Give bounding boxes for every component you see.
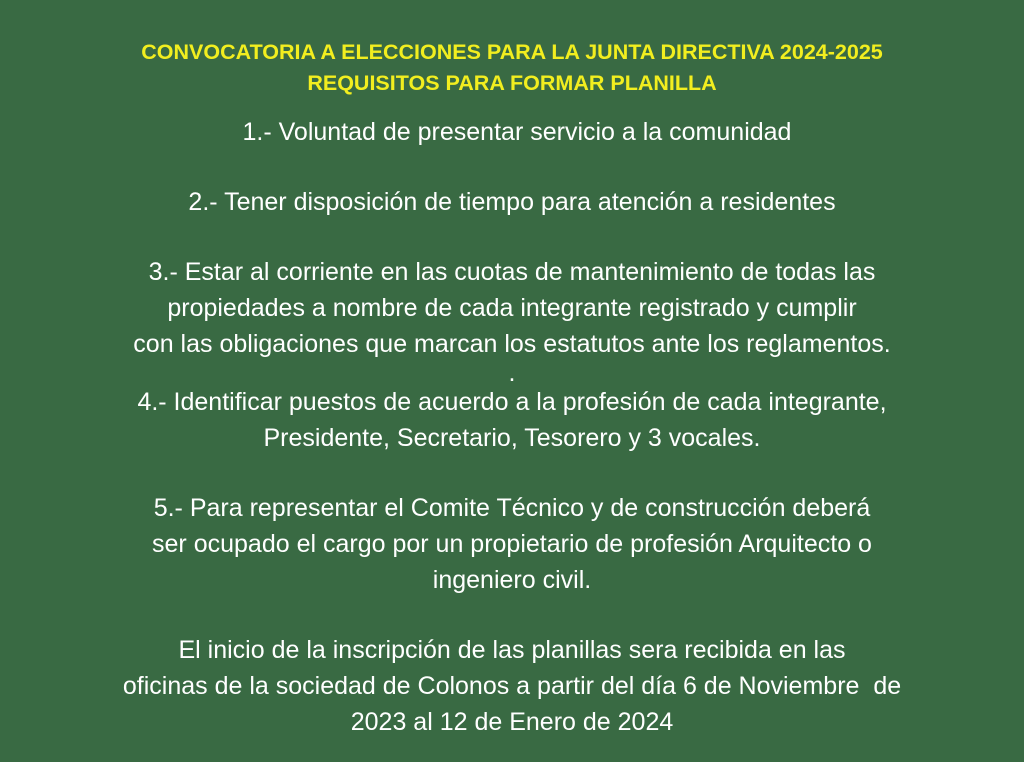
registration-line-2: oficinas de la sociedad de Colonos a partir del día 6 de Noviembre de <box>122 672 902 700</box>
requirement-1: 1.- Voluntad de presentar servicio a la comunidad <box>242 118 792 146</box>
header-subtitle: REQUISITOS PARA FORMAR PLANILLA <box>307 71 717 95</box>
requirement-5-line-2: ser ocupado el cargo por un propietario de profesión Arquitecto o <box>152 530 872 558</box>
requirement-3-line-3: con las obligaciones que marcan los estatutos ante los reglamentos. <box>133 330 891 358</box>
requirement-3-line-4: . <box>508 359 516 387</box>
requirements-list <box>0 114 1024 740</box>
requirement-3-line-1: 3.- Estar al corriente en las cuotas de mantenimiento de todas las <box>148 258 876 286</box>
requirement-5-line-3: ingeniero civil. <box>432 566 592 594</box>
header-title: CONVOCATORIA A ELECCIONES PARA LA JUNTA DIRECTIVA 2024-2025 <box>141 40 883 64</box>
registration-line-1: El inicio de la inscripción de las planillas sera recibida en las <box>178 636 846 664</box>
requirement-4-line-2: Presidente, Secretario, Tesorero y 3 vocales. <box>263 424 761 452</box>
registration-line-3: 2023 al 12 de Enero de 2024 <box>350 708 674 736</box>
requirement-3-line-2: propiedades a nombre de cada integrante registrado y cumplir <box>167 294 857 322</box>
requirement-2: 2.- Tener disposición de tiempo para atención a residentes <box>188 188 836 216</box>
requirement-5-line-1: 5.- Para representar el Comite Técnico y de construcción deberá <box>153 494 871 522</box>
announcement-header <box>0 37 1024 99</box>
requirement-4-line-1: 4.- Identificar puestos de acuerdo a la profesión de cada integrante, <box>137 388 887 416</box>
